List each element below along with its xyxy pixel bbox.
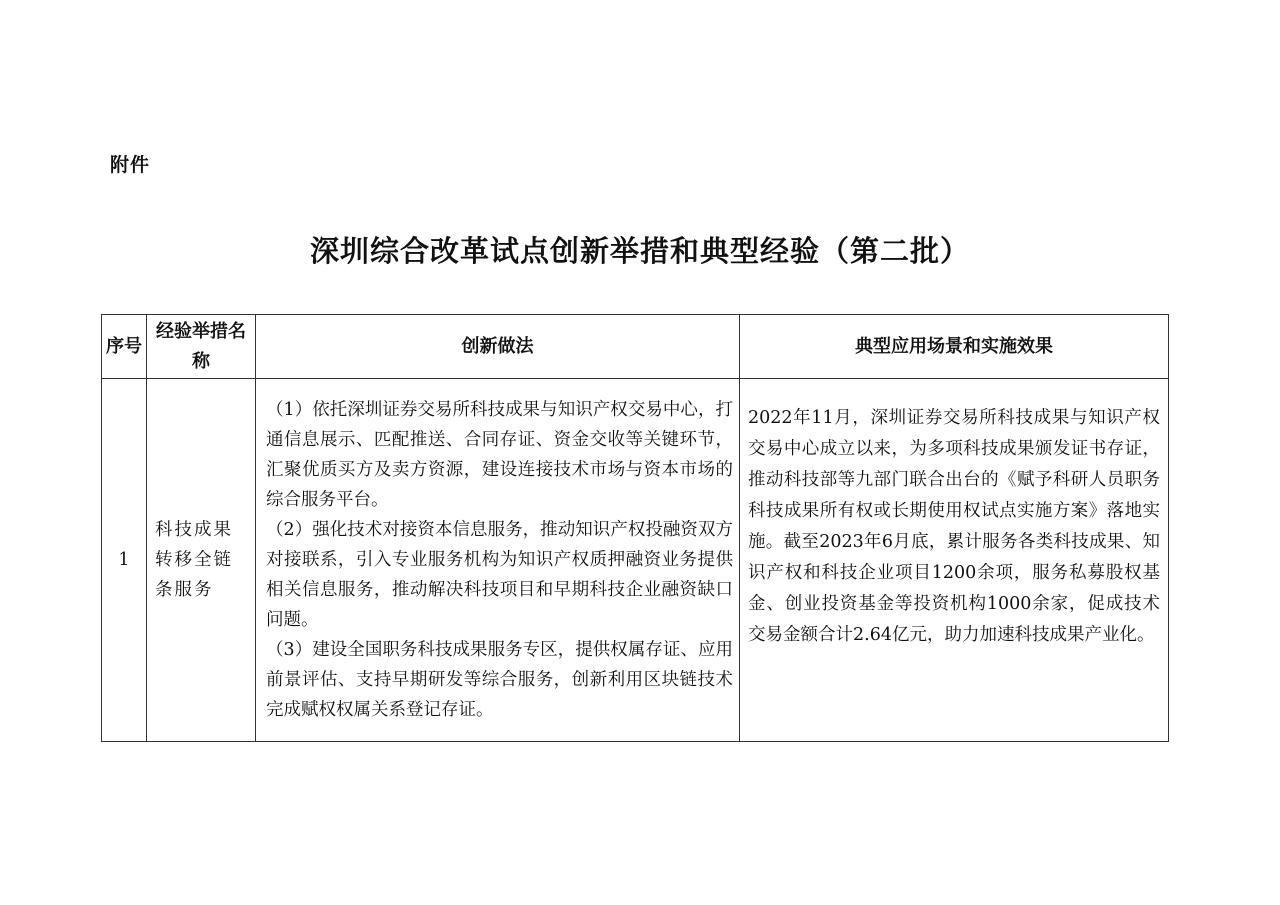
attachment-label: 附件 (110, 154, 151, 176)
document-title: 深圳综合改革试点创新举措和典型经验（第二批） (309, 234, 970, 268)
table-header-row (102, 315, 1169, 379)
table-row (102, 379, 1169, 742)
row-name: 科技成果转移全链条服务 (147, 379, 256, 742)
header-name: 经验举措名称 (147, 315, 256, 379)
row-practice (256, 379, 740, 742)
experience-table (101, 314, 1169, 742)
row-effect (740, 379, 1169, 742)
header-index: 序号 (102, 315, 147, 379)
effect-text: 2022年11月，深圳证券交易所科技成果与知识产权交易中心成立以来，为多项科技成果颁发证书存证，推动科技部等九部门联合出台的《赋予科研人员职务科技成果所有权或长期使用权试点实施方案》落地实施。截至2023年6月底，累计服务各类科技成果、知识产权和科技企业项目1200余项，服务私募股权基金、创业投资基金等投资机构1000余家，促成技术交易金额合计2.64亿元，助力加速科技成果产业化。 (748, 408, 1160, 645)
practice-item: （2）强化技术对接资本信息服务，推动知识产权投融资双方对接联系，引入专业服务机构为知识产权质押融资业务提供相关信息服务，推动解决科技项目和早期科技企业融资缺口问题。 (266, 520, 733, 630)
practice-item: （1）依托深圳证券交易所科技成果与知识产权交易中心，打通信息展示、匹配推送、合同存证、资金交收等关键环节，汇聚优质买方及卖方资源，建设连接技术市场与资本市场的综合服务平台。 (266, 400, 733, 510)
header-effect: 典型应用场景和实施效果 (740, 315, 1169, 379)
practice-item: （3）建设全国职务科技成果服务专区，提供权属存证、应用前景评估、支持早期研发等综合服务，创新利用区块链技术完成赋权权属关系登记存证。 (266, 640, 733, 720)
header-practice: 创新做法 (256, 315, 740, 379)
row-index: 1 (102, 379, 147, 742)
